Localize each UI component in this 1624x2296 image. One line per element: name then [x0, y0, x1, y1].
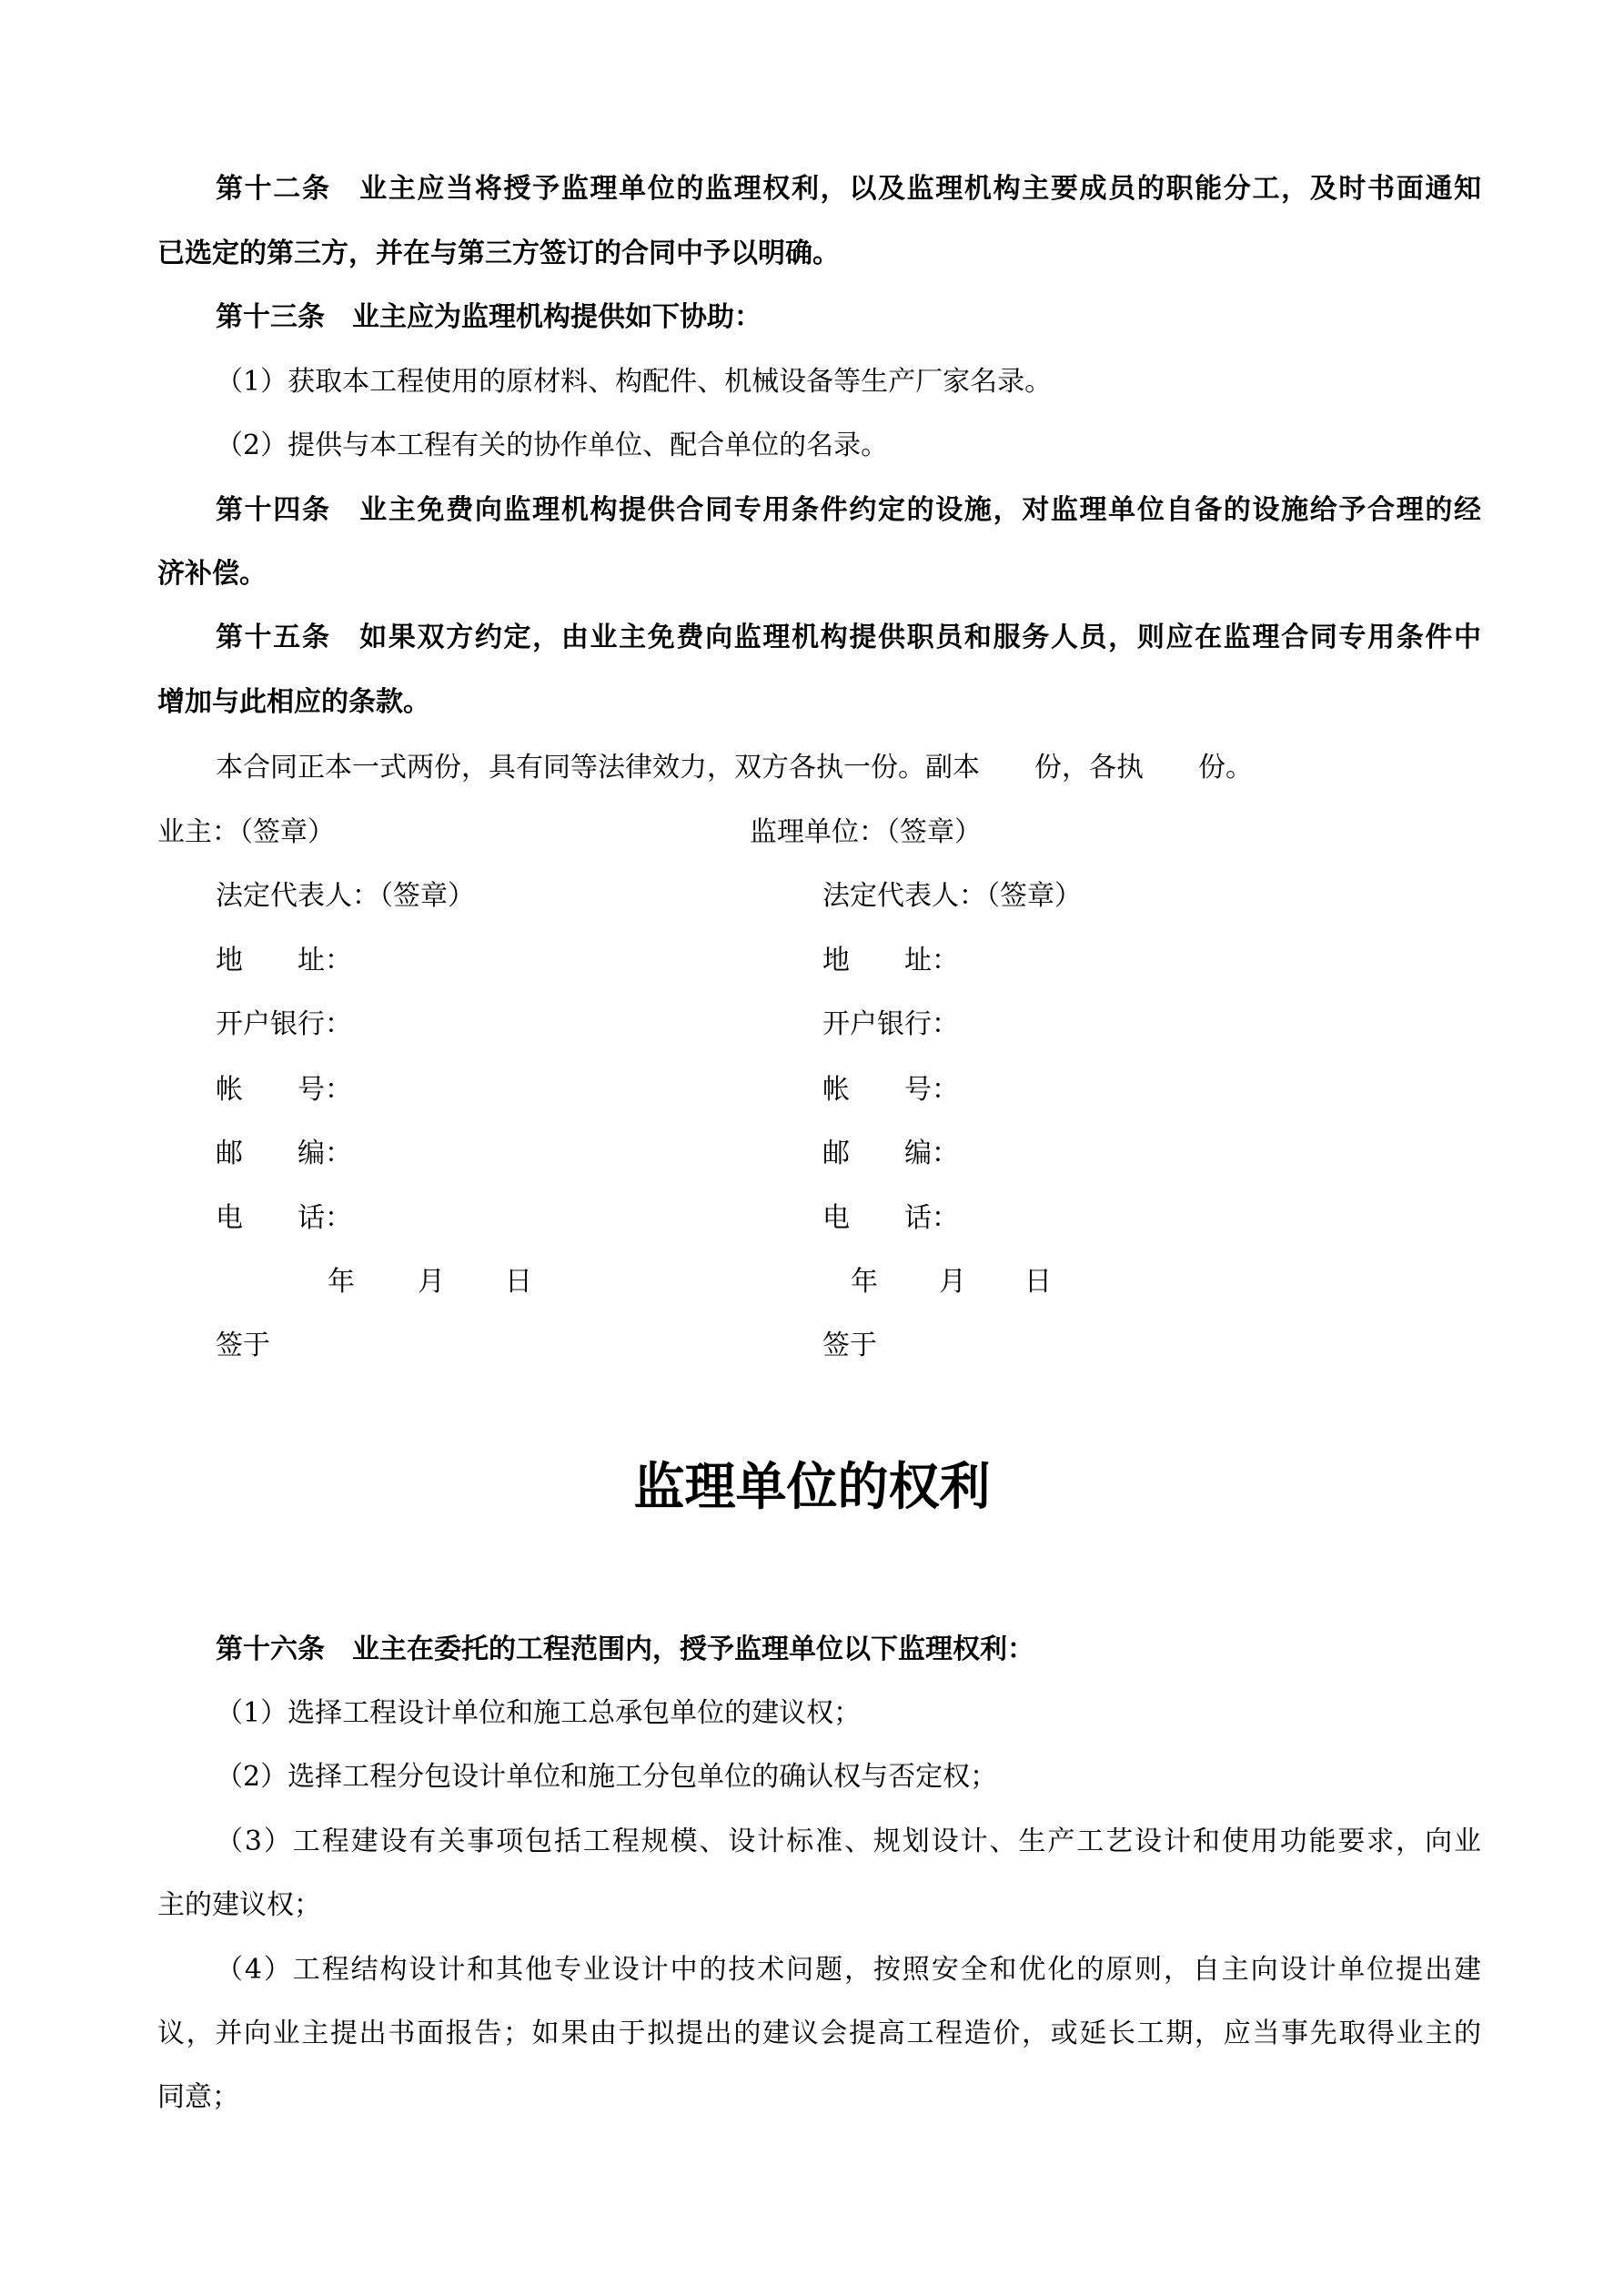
owner-day: 日 [505, 1266, 532, 1298]
article-15-line-1: 第十五条 如果双方约定，由业主免费向监理机构提供职员和服务人员，则应在监理合同专用条件中 [216, 622, 1481, 653]
article-14-line-1: 第十四条 业主免费向监理机构提供合同专用条件约定的设施，对监理单位自备的设施给予合理的经 [216, 494, 1481, 526]
article-16-item-2: （2）选择工程分包设计单位和施工分包单位的确认权与否定权； [216, 1761, 998, 1793]
supervisor-phone: 电 话： [822, 1202, 959, 1234]
owner-postcode: 邮 编： [216, 1138, 352, 1169]
supervisor-address: 地 址： [822, 945, 959, 976]
article-12-line-2: 已选定的第三方，并在与第三方签订的合同中予以明确。 [157, 238, 840, 269]
article-16-item-4-line-2: 议，并向业主提出书面报告；如果由于拟提出的建议会提高工程造价，或延长工期，应当事先取得业主的 [157, 2018, 1481, 2049]
owner-month: 月 [418, 1266, 445, 1298]
supervisor-day: 日 [1024, 1266, 1052, 1298]
owner-legal-rep: 法定代表人：（签章） [216, 880, 475, 912]
article-13-item-1: （1）获取本工程使用的原材料、构配件、机械设备等生产厂家名录。 [216, 366, 1053, 398]
owner-year: 年 [328, 1266, 355, 1298]
supervisor-seal: 监理单位：（签章） [750, 816, 982, 848]
section-title: 监理单位的权利 [633, 1457, 991, 1517]
owner-signed-at: 签于 [216, 1330, 270, 1361]
article-16-item-1: （1）选择工程设计单位和施工总承包单位的建议权； [216, 1697, 862, 1729]
supervisor-legal-rep: 法定代表人：（签章） [822, 880, 1082, 912]
supervisor-year: 年 [851, 1266, 878, 1298]
article-13-heading: 第十三条 业主应为监理机构提供如下协助： [216, 301, 762, 333]
owner-address: 地 址： [216, 945, 352, 976]
article-12-line-1: 第十二条 业主应当将授予监理单位的监理权利，以及监理机构主要成员的职能分工，及时书面通知 [216, 173, 1481, 205]
article-16-item-4-line-3: 同意； [157, 2081, 239, 2113]
article-16-heading: 第十六条 业主在委托的工程范围内，授予监理单位以下监理权利： [216, 1633, 1034, 1665]
supervisor-bank: 开户银行： [822, 1008, 959, 1040]
supervisor-account: 帐 号： [822, 1074, 959, 1106]
supervisor-month: 月 [939, 1266, 966, 1298]
article-15-line-2: 增加与此相应的条款。 [157, 686, 430, 718]
article-13-item-2: （2）提供与本工程有关的协作单位、配合单位的名录。 [216, 430, 889, 461]
copies-clause: 本合同正本一式两份，具有同等法律效力，双方各执一份。副本 份，各执 份。 [216, 752, 1253, 784]
owner-seal: 业主：（签章） [157, 816, 335, 848]
supervisor-signed-at: 签于 [822, 1330, 877, 1361]
article-16-item-3-line-2: 主的建议权； [157, 1889, 321, 1921]
supervisor-postcode: 邮 编： [822, 1138, 959, 1169]
owner-account: 帐 号： [216, 1074, 352, 1106]
owner-phone: 电 话： [216, 1202, 352, 1234]
article-14-line-2: 济补偿。 [157, 558, 267, 590]
article-16-item-4-line-1: （4）工程结构设计和其他专业设计中的技术问题，按照安全和优化的原则，自主向设计单位提出建 [216, 1954, 1481, 1986]
owner-bank: 开户银行： [216, 1008, 352, 1040]
article-16-item-3-line-1: （3）工程建设有关事项包括工程规模、设计标准、规划设计、生产工艺设计和使用功能要求，向业 [216, 1826, 1481, 1857]
